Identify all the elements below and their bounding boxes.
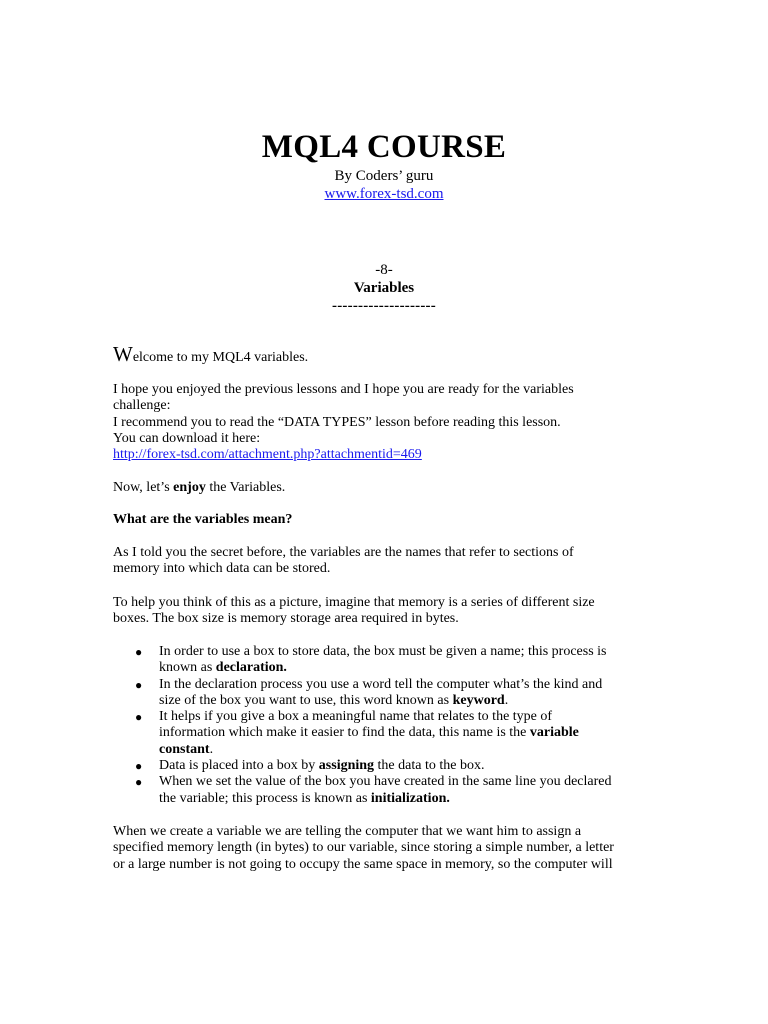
bullet-icon: ●: [135, 677, 143, 692]
bullet-bold-term: assigning: [318, 758, 375, 774]
bullet-punctuation: .: [209, 741, 214, 757]
paragraph-line: boxes. The box size is memory storage area required in bytes.: [113, 611, 459, 627]
site-link[interactable]: www.forex-tsd.com: [324, 186, 444, 202]
intro-line: I hope you enjoyed the previous lessons and I hope you are ready for the variables: [113, 382, 574, 397]
list-item: [113, 709, 673, 758]
paragraph-line: As I told you the secret before, the variables are the names that refer to sections of: [113, 545, 574, 560]
lesson-title-rule: --------------------: [332, 298, 436, 314]
enjoy-bold-word: enjoy: [173, 480, 206, 495]
bullet-line: In order to use a box to store data, the box must be given a name; this process is: [159, 644, 607, 659]
enjoy-paragraph: [113, 480, 673, 496]
bullet-bold-term: keyword: [452, 692, 505, 708]
bullet-line: It helps if you give a box a meaningful name that relates to the type of: [159, 709, 553, 725]
bullet-line: the variable; this process is known as: [159, 790, 371, 806]
list-item: [113, 758, 673, 774]
bullet-line: information which make it easier to find the data, this name is the: [159, 725, 530, 741]
section-question-heading: [113, 512, 673, 528]
bullet-bold-term: constant: [159, 741, 210, 757]
secret-paragraph: [113, 545, 673, 578]
bullet-line: the data to the box.: [374, 758, 485, 774]
lesson-number: -8-: [375, 262, 393, 278]
bullet-icon: ●: [135, 710, 143, 725]
paragraph-line: specified memory length (in bytes) to our variable, since storing a simple number, a letter: [113, 840, 614, 856]
bullet-bold-term: declaration.: [215, 660, 287, 676]
paragraph-line: When we create a variable we are telling the computer that we want him to assign a: [113, 824, 582, 839]
bullet-icon: ●: [135, 759, 143, 774]
site-link-line: [0, 185, 768, 203]
list-item: [113, 644, 673, 677]
welcome-text: elcome to my MQL4 variables.: [132, 350, 309, 365]
enjoy-text-after: the Variables.: [205, 480, 286, 495]
bullet-icon: ●: [135, 645, 143, 659]
bullet-line: known as: [159, 660, 216, 676]
welcome-drop-cap: W: [113, 342, 133, 366]
picture-paragraph: [113, 595, 673, 628]
enjoy-text-before: Now, let’s: [113, 480, 174, 495]
bullet-line: In the declaration process you use a word tell the computer what’s the kind and: [159, 676, 603, 692]
author-byline: By Coders’ guru: [334, 168, 434, 184]
intro-line: You can download it here:: [113, 430, 261, 446]
bullet-icon: ●: [135, 775, 143, 790]
intro-line: I recommend you to read the “DATA TYPES” lesson before reading this lesson.: [113, 414, 561, 430]
closing-paragraph: [113, 824, 673, 873]
intro-paragraph: [113, 382, 673, 463]
bullet-line: size of the box you want to use, this word known as: [159, 692, 453, 708]
course-title: MQL4 COURSE: [261, 129, 507, 165]
bullet-line: When we set the value of the box you have created in the same line you declared: [159, 774, 612, 790]
bullet-bold-term: initialization.: [370, 790, 450, 806]
bullet-bold-term: variable: [529, 725, 579, 741]
lesson-title: Variables: [353, 280, 415, 296]
paragraph-line: or a large number is not going to occupy the same space in memory, so the computer will: [113, 856, 613, 872]
download-link[interactable]: http://forex-tsd.com/attachment.php?attachmentid=469: [113, 447, 422, 463]
question-text: What are the variables mean?: [113, 512, 293, 527]
bullet-list: [113, 644, 673, 807]
welcome-line: [113, 342, 673, 370]
paragraph-line: To help you think of this as a picture, imagine that memory is a series of different size: [113, 595, 595, 610]
paragraph-line: memory into which data can be stored.: [113, 561, 331, 577]
list-item: [113, 677, 673, 710]
list-item: [113, 774, 673, 807]
bullet-punctuation: .: [504, 692, 509, 708]
bullet-line: Data is placed into a box by: [159, 758, 319, 774]
intro-line: challenge:: [113, 398, 171, 414]
